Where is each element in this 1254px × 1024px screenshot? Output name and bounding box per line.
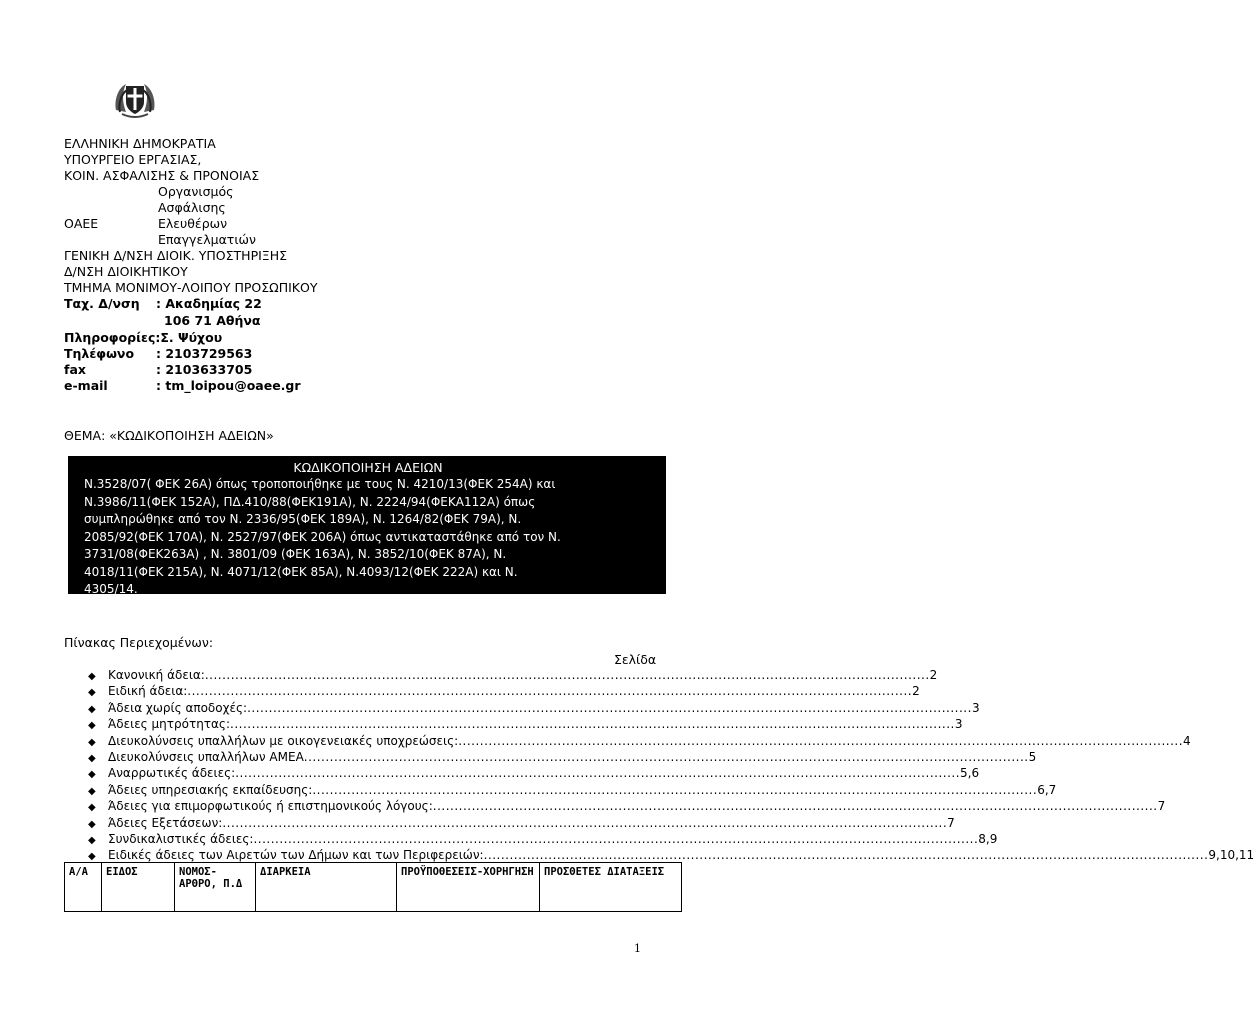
diamond-bullet-icon: ◆ xyxy=(88,851,96,863)
fax-label: fax xyxy=(64,362,86,377)
diamond-bullet-icon: ◆ xyxy=(88,752,96,764)
dot-leader: ........................................................................................................................................................................ xyxy=(204,668,930,682)
toc-item-page: 3 xyxy=(954,717,963,732)
org-word: Ασφάλισης xyxy=(158,200,226,215)
diamond-bullet-icon: ◆ xyxy=(88,785,96,797)
org-abbreviation: ΟΑΕΕ xyxy=(64,216,99,231)
toc-item-label: Άδειες Εξετάσεων: xyxy=(108,815,223,830)
toc-item-label: Διευκολύνσεις υπαλλήλων με οικογενειακές υποχρεώσεις: xyxy=(108,733,459,748)
toc-item-label: Διευκολύνσεις υπαλλήλων ΑΜΕΑ xyxy=(108,749,304,764)
toc-item-page: 9,10,11 xyxy=(1208,848,1254,863)
phone-label: Τηλέφωνο xyxy=(64,346,135,361)
address-label: Ταχ. Δ/νση xyxy=(64,296,140,311)
box-line: 4305/14. xyxy=(84,582,138,596)
toc-item-page: 2 xyxy=(929,668,938,682)
dot-leader: ........................................................................................................................................................................ xyxy=(187,684,913,699)
toc-item-page: 5 xyxy=(1028,749,1037,764)
col-header-type: ΕΙΔΟΣ xyxy=(102,863,175,912)
diamond-bullet-icon: ◆ xyxy=(88,687,96,699)
box-line: Ν.3986/11(ΦΕΚ 152Α), ΠΔ.410/88(ΦΕΚ191Α), Ν. 2224/94(ΦΕΚΑ112Α) όπως xyxy=(84,494,536,509)
col-header-duration: ΔΙΑΡΚΕΙΑ xyxy=(256,863,397,912)
toc-item-page: 3 xyxy=(971,700,980,715)
toc-item[interactable] xyxy=(88,815,955,832)
toc-item[interactable] xyxy=(88,700,980,717)
box-line: 2085/92(ΦΕΚ 170Α), Ν. 2527/97(ΦΕΚ 206Α) όπως αντικαταστάθηκε από τον Ν. xyxy=(84,529,561,544)
dot-leader: ........................................................................................................................................................................ xyxy=(253,831,979,846)
table-header-row xyxy=(65,863,682,912)
toc-item[interactable] xyxy=(88,831,998,848)
toc-item[interactable] xyxy=(88,782,1057,799)
toc-item[interactable] xyxy=(88,766,980,782)
toc-item[interactable] xyxy=(88,717,963,733)
dot-leader: ........................................................................................................................................................................ xyxy=(312,782,1038,797)
legislation-box xyxy=(68,456,666,594)
diamond-bullet-icon: ◆ xyxy=(88,703,96,715)
dot-leader: ........................................................................................................................................................................ xyxy=(235,766,961,781)
box-line: 3731/08(ΦΕΚ263Α) , Ν. 3801/09 (ΦΕΚ 163Α), Ν. 3852/10(ΦΕΚ 87Α), Ν. xyxy=(84,547,507,561)
dot-leader: ........................................................................................................................................................................ xyxy=(230,717,955,732)
address-value: : Ακαδημίας 22 xyxy=(156,296,262,311)
email-label: e-mail xyxy=(64,378,108,393)
header-line: ΚΟΙΝ. ΑΣΦΑΛΙΣΗΣ & ΠΡΟΝΟΙΑΣ xyxy=(64,168,260,183)
toc-item-page: 7 xyxy=(1157,799,1166,814)
diamond-bullet-icon: ◆ xyxy=(88,720,96,732)
diamond-bullet-icon: ◆ xyxy=(88,834,96,846)
col-header-law: ΝΟΜΟΣ-ΑΡΘΡΟ, Π.Δ xyxy=(175,863,256,912)
toc-item-label: Άδειες υπηρεσιακής εκπαίδευσης: xyxy=(108,782,313,797)
diamond-bullet-icon: ◆ xyxy=(88,671,96,682)
toc-item-label: Κανονική άδεια: xyxy=(108,668,205,682)
toc-item-page: 8,9 xyxy=(978,831,998,846)
box-line: συμπληρώθηκε από τον Ν. 2336/95(ΦΕΚ 189Α), Ν. 1264/82(ΦΕΚ 79Α), Ν. xyxy=(84,512,522,526)
toc-item[interactable] xyxy=(88,733,1191,750)
org-word: Οργανισμός xyxy=(158,184,234,199)
header-line: ΥΠΟΥΡΓΕΙΟ ΕΡΓΑΣΙΑΣ, xyxy=(64,152,202,167)
table-of-contents xyxy=(88,668,1254,865)
toc-title: Πίνακας Περιεχομένων: xyxy=(64,635,214,650)
page-number: 1 xyxy=(634,942,641,955)
header-line: ΕΛΛΗΝΙΚΗ ΔΗΜΟΚΡΑΤΙΑ xyxy=(64,136,216,151)
toc-item[interactable] xyxy=(88,749,1037,766)
toc-item-label: Ειδική άδεια: xyxy=(108,684,188,699)
toc-page-header: Σελίδα xyxy=(614,652,657,667)
toc-item-label: Αναρρωτικές άδειες: xyxy=(108,766,236,781)
box-title: ΚΩΔΙΚΟΠΟΙΗΣΗ ΑΔΕΙΩΝ xyxy=(293,460,443,475)
diamond-bullet-icon: ◆ xyxy=(88,769,96,781)
toc-item-label: Συνδικαλιστικές άδειες: xyxy=(108,831,254,846)
toc-item-label: Άδειες μητρότητας: xyxy=(108,717,231,732)
email-value: : tm_loipou@oaee.gr xyxy=(156,378,301,393)
toc-item-page: 6,7 xyxy=(1037,782,1057,797)
toc-item[interactable] xyxy=(88,684,920,700)
org-word: Ελευθέρων xyxy=(158,216,228,231)
toc-item[interactable] xyxy=(88,668,938,684)
toc-item-page: 2 xyxy=(912,684,920,699)
department-line: ΓΕΝΙΚΗ Δ/ΝΣΗ ΔΙΟΙΚ. ΥΠΟΣΤΗΡΙΞΗΣ xyxy=(64,248,287,263)
info-line: Πληροφορίες:Σ. Ψύχου xyxy=(64,330,223,345)
dot-leader: ........................................................................................................................................................................ xyxy=(247,700,972,715)
subject-line: ΘΕΜΑ: «ΚΩΔΙΚΟΠΟΙΗΣΗ ΑΔΕΙΩΝ» xyxy=(64,428,274,443)
diamond-bullet-icon: ◆ xyxy=(88,818,96,830)
col-header-aa: Α/Α xyxy=(65,863,102,912)
department-line: Δ/ΝΣΗ ΔΙΟΙΚΗΤΙΚΟΥ xyxy=(64,264,188,279)
toc-item-label: Άδεια χωρίς αποδοχές: xyxy=(108,700,248,715)
toc-item-page: 4 xyxy=(1183,733,1191,748)
toc-item-page: 7 xyxy=(947,815,955,830)
toc-item[interactable] xyxy=(88,799,1166,815)
toc-item-label: Ειδικές άδειες των Αιρετών των Δήμων και των Περιφερειών: xyxy=(108,848,484,863)
leave-table xyxy=(64,862,682,912)
dot-leader: ........................................................................................................................................................................ xyxy=(432,799,1158,814)
diamond-bullet-icon: ◆ xyxy=(88,736,96,748)
org-word: Επαγγελματιών xyxy=(158,232,257,247)
phone-value: : 2103729563 xyxy=(156,346,253,361)
department-line: ΤΜΗΜΑ ΜΟΝΙΜΟΥ-ΛΟΙΠΟΥ ΠΡΟΣΩΠΙΚΟΥ xyxy=(64,280,318,295)
dot-leader: ........................................................................................................................................................................ xyxy=(303,749,1029,764)
postal-value: 106 71 Αθήνα xyxy=(164,313,261,328)
col-header-conditions: ΠΡΟΫΠΟΘΕΣΕΙΣ-ΧΟΡΗΓΗΣΗ xyxy=(397,863,540,912)
dot-leader: ........................................................................................................................................................................ xyxy=(458,733,1184,748)
dot-leader: ........................................................................................................................................................................ xyxy=(483,848,1209,863)
box-line: Ν.3528/07( ΦΕΚ 26Α) όπως τροποποιήθηκε με τους Ν. 4210/13(ΦΕΚ 254Α) και xyxy=(84,477,556,491)
greek-coat-of-arms-icon xyxy=(112,80,158,120)
dot-leader: ........................................................................................................................................................................ xyxy=(222,815,948,830)
toc-item-label: Άδειες για επιμορφωτικούς ή επιστημονικούς λόγους: xyxy=(108,799,433,814)
fax-value: : 2103633705 xyxy=(156,362,253,377)
box-line: 4018/11(ΦΕΚ 215Α), Ν. 4071/12(ΦΕΚ 85Α), Ν.4093/12(ΦΕΚ 222Α) και Ν. xyxy=(84,564,518,579)
diamond-bullet-icon: ◆ xyxy=(88,802,96,814)
toc-item-page: 5,6 xyxy=(960,766,980,781)
col-header-additional: ΠΡΟΣΘΕΤΕΣ ΔΙΑΤΑΞΕΙΣ xyxy=(540,863,682,912)
